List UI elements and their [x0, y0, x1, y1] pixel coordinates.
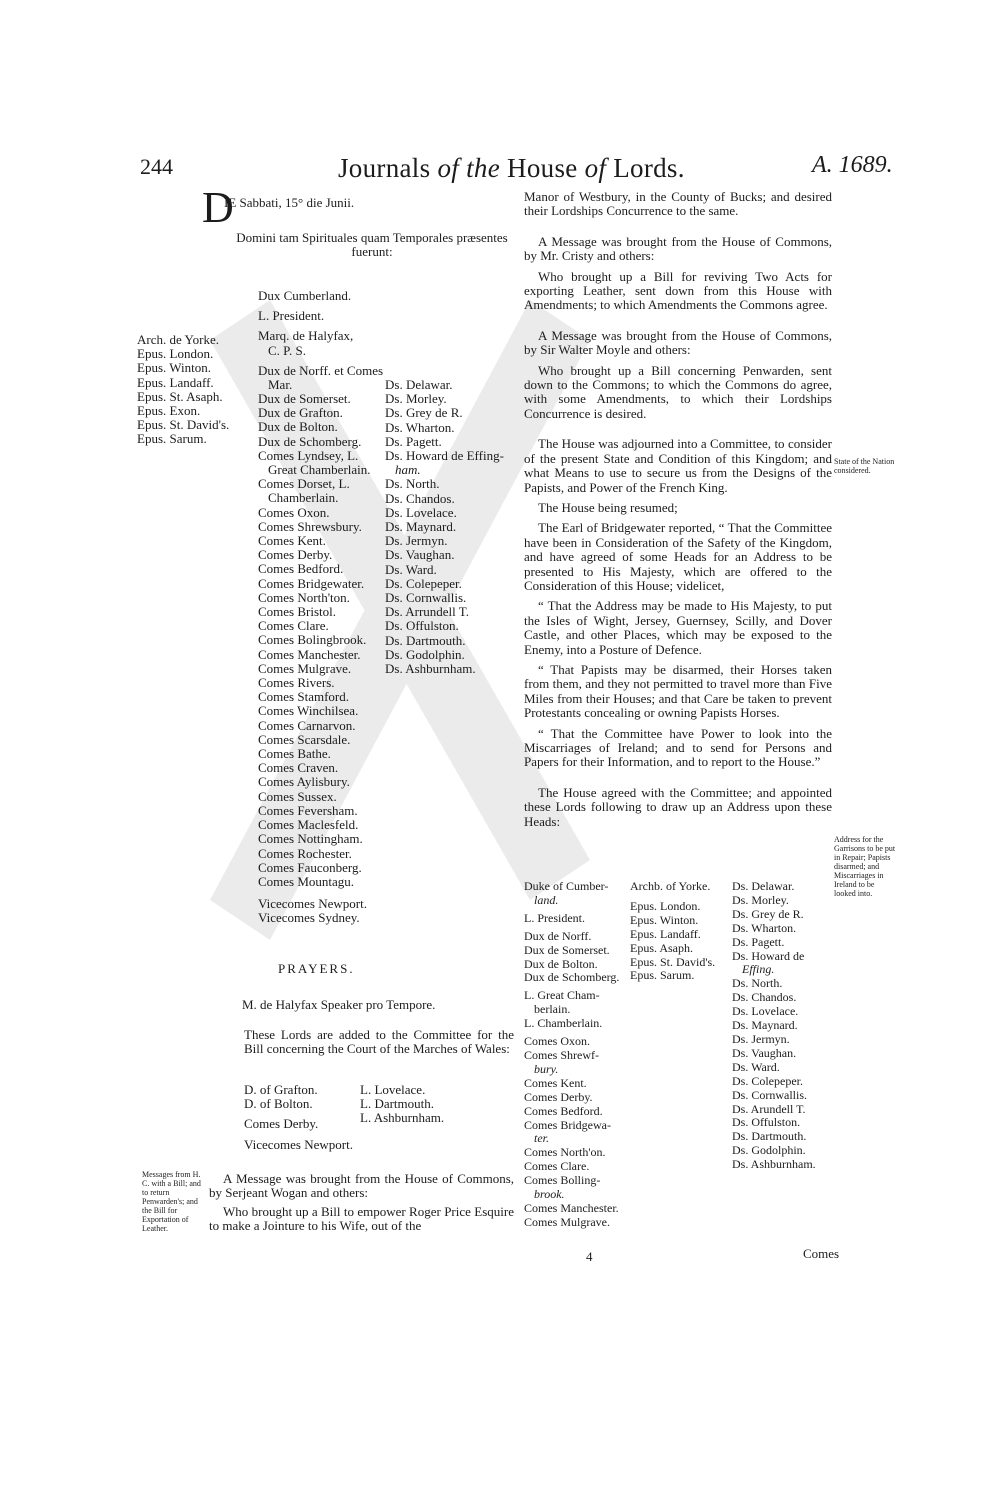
list-item: Chamberlain. [268, 490, 339, 506]
list-item: Comes Bridgewa- [524, 1117, 611, 1132]
list-item: Ds. Jermyn. [385, 533, 448, 549]
paragraph: Manor of Westbury, in the County of Bucks; and desired their Lordships Concurrence to the same. [524, 189, 832, 219]
list-item: L. President. [524, 910, 585, 925]
list-item: Dux de Bolton. [524, 956, 598, 971]
list-item: Comes Oxon. [524, 1034, 590, 1049]
address-lords-col3 [732, 880, 816, 1172]
list-item: Ds. Chandos. [732, 990, 797, 1005]
list-item: Epus. Landaff. [137, 374, 214, 390]
list-item: Ds. Colepeper. [385, 575, 462, 591]
list-item: Epus. Exon. [137, 403, 201, 419]
list-item: Comes Mulgrave. [524, 1214, 610, 1229]
list-item: ham. [395, 462, 421, 478]
list-item: Ds. Ward. [732, 1059, 780, 1074]
list-item: bury. [534, 1061, 559, 1076]
list-item: Ds. Howard de Effing- [385, 448, 504, 464]
list-item: Duke of Cumber- [524, 879, 609, 893]
list-item: Vicecomes Sydney. [258, 910, 360, 926]
paragraph: A Message was brought from the House of Commons, by Sir Walter Moyle and others: [524, 327, 832, 358]
margin-note-messages: Messages from H. C. with a Bill; and to return Penwarden's; and the Bill for Exportation of Leather. [142, 1170, 201, 1233]
list-item: Ds. Ashburnham. [385, 661, 476, 677]
list-item: Comes North'on. [524, 1145, 606, 1160]
list-item: Ds. Cornwallis. [385, 590, 467, 606]
margin-note-state: State of the Nation considered. [834, 457, 895, 475]
address-lords-col2 [630, 880, 715, 983]
list-item: Ds. Lovelace. [385, 504, 457, 520]
list-item: Comes Carnarvon. [258, 717, 356, 733]
spiritual-lords-list [137, 333, 229, 447]
list-item: Comes Kent. [258, 533, 326, 549]
paragraph: The House agreed with the Committee; and appointed these Lords following to draw up an Address upon these Heads: [524, 784, 832, 829]
list-item: Vicecomes Newport. [244, 1136, 353, 1152]
list-item: Ds. Jermyn. [732, 1031, 790, 1046]
list-item: Comes Kent. [524, 1075, 587, 1090]
list-item: L. President. [258, 308, 325, 324]
page-number: 244 [140, 154, 173, 179]
paragraph: The House being resumed; [538, 499, 678, 515]
list-item: Dux de Schomberg. [524, 970, 620, 985]
list-item: Ds. Dartmouth. [732, 1129, 807, 1144]
list-item: Epus. Sarum. [630, 968, 695, 983]
list-item: Ds. Chandos. [385, 490, 455, 506]
paragraph: Who brought up a Bill for reviving Two Acts for exporting Leather, sent down from this House with Amendments; to which Amendments the Commons agree. [524, 268, 832, 313]
list-item: D. of Grafton. [244, 1082, 318, 1097]
list-item: Comes Stamford. [258, 689, 349, 705]
list-item: Comes Mountagu. [258, 873, 355, 889]
list-item: Dux de Somerset. [524, 942, 610, 957]
list-item: Ds. Cornwallis. [732, 1087, 807, 1102]
temporal-lords-top [258, 289, 383, 392]
list-item: Comes Scarsdale. [258, 731, 351, 747]
signature-mark: 4 [586, 1249, 593, 1264]
list-item: Comes Aylisbury. [258, 774, 350, 790]
paragraph: Who brought up a Bill concerning Penwarden, sent down to the Commons; to which the Commons do agree, with some Amendments, to which their Lordships Concurrence is desired. [524, 362, 832, 421]
list-item: Epus. Asaph. [630, 940, 693, 955]
list-item: Dux de Norff. [524, 928, 592, 943]
list-item: L. Ashburnham. [360, 1110, 445, 1126]
added-lords-right [360, 1083, 444, 1126]
list-item: Comes Oxon. [258, 504, 330, 520]
list-item: Ds. Offulston. [732, 1115, 801, 1130]
list-item: Ds. Wharton. [732, 920, 797, 935]
list-item: Comes Sussex. [258, 788, 337, 804]
list-item: Dux Cumberland. [258, 288, 352, 303]
list-item: Ds. Arundell T. [732, 1101, 806, 1116]
list-item: Ds. Grey de R. [732, 906, 804, 921]
list-item: Comes Fauconberg. [258, 859, 362, 875]
list-item: berlain. [534, 1002, 571, 1017]
list-item: Comes Bedford. [524, 1103, 603, 1118]
list-item: Comes Bridgewater. [258, 575, 365, 591]
committee-added: These Lords are added to the Committee for the Bill concerning the Court of the Marches of Wales: [244, 1027, 514, 1057]
list-item: land. [534, 892, 559, 907]
list-item: D. of Bolton. [244, 1096, 313, 1112]
list-item: Ds. Delawar. [385, 377, 453, 392]
list-item: Comes Bedford. [258, 561, 344, 577]
list-item: Comes Rivers. [258, 675, 335, 691]
list-item: Ds. Pagett. [385, 433, 442, 449]
list-item: Comes Derby. [244, 1116, 319, 1132]
paragraph: A Message was brought from the House of Commons, by Mr. Cristy and others: [524, 233, 832, 264]
list-item: Ds. Vaughan. [385, 547, 455, 563]
list-item: L. Dartmouth. [360, 1096, 435, 1112]
paragraph: The House was adjourned into a Committee, to consider of the present State and Condition of this Kingdom; and what Means to use to secure us from the Designs of the Papists, and Power of the French King. [524, 436, 832, 495]
list-item: Epus. London. [630, 898, 701, 913]
list-item: Ds. Maynard. [385, 519, 457, 535]
list-item: Ds. Morley. [385, 391, 447, 407]
barons-list [385, 378, 504, 676]
list-item: Ds. Colepeper. [732, 1073, 803, 1088]
speaker-line: M. de Halyfax Speaker pro Tempore. [242, 997, 436, 1012]
list-item: L. Great Cham- [524, 988, 600, 1003]
list-item: L. Lovelace. [360, 1082, 426, 1097]
page-title: Journals of the House of Lords. [338, 153, 685, 183]
list-item: Archb. of Yorke. [630, 879, 711, 893]
list-item: Mar. [268, 377, 293, 393]
list-item: Ds. Dartmouth. [385, 632, 466, 648]
list-item: Ds. Grey de R. [385, 405, 463, 421]
list-item: Marq. de Halyfax, [258, 328, 354, 344]
list-item: Comes Winchilsea. [258, 703, 359, 719]
list-item: Epus. St. Asaph. [137, 388, 223, 404]
catchword: Comes [803, 1246, 840, 1261]
list-item: Comes Bolling- [524, 1173, 601, 1188]
list-item: Ds. North. [385, 476, 440, 492]
list-item: Epus. Landaff. [630, 926, 701, 941]
list-item: Ds. Godolphin. [732, 1143, 806, 1158]
list-item: Dux de Bolton. [258, 419, 338, 435]
list-item: Comes Bristol. [258, 604, 337, 620]
list-item: Comes North'ton. [258, 589, 350, 605]
paragraph: “ That Papists may be disarmed, their Horses taken from them, and they not permitted to travel more than Five Miles from their Houses; and that Care be taken to prevent Protestants concealing or owning Papists Horses. [524, 661, 832, 721]
list-item: L. Chamberlain. [524, 1016, 603, 1031]
list-item: Comes Clare. [524, 1159, 590, 1174]
list-item: Ds. Delawar. [732, 879, 795, 893]
present-heading-2: fuerunt: [351, 244, 393, 259]
paragraph: “ That the Committee have Power to look into the Miscarriages of Ireland; and to send for Persons and Papers for their Information, and to report to the House.” [524, 725, 832, 770]
list-item: Comes Maclesfeld. [258, 817, 359, 833]
list-item: Epus. London. [137, 346, 214, 362]
list-item: C. P. S. [268, 342, 306, 358]
drop-cap: D [202, 183, 234, 232]
list-item: Ds. Lovelace. [732, 1004, 799, 1019]
paragraph: “ That the Address may be made to His Majesty, to put the Isles of Wight, Jersey, Guernsey, Scilly, and Dover Castle, and other Places, which may be exposed to the Enemy, into a Posture of Defence. [524, 598, 832, 657]
list-item: Epus. St. David's. [630, 954, 716, 969]
list-item: ter. [534, 1131, 549, 1146]
present-heading-1: Domini tam Spirituales quam Temporales præsentes [236, 230, 508, 245]
list-item: Effing. [742, 962, 775, 977]
list-item: Epus. Winton. [630, 912, 699, 927]
list-item: Dux de Norff. et Comes [258, 362, 384, 378]
list-item: Comes Manchester. [258, 646, 361, 662]
list-item: Epus. Sarum. [137, 431, 207, 447]
date-line: IE Sabbati, 15° die Junii. [224, 195, 355, 210]
list-item: Vicecomes Newport. [258, 896, 367, 912]
year-label: A. 1689. [812, 152, 893, 178]
list-item: brook. [534, 1187, 565, 1202]
prayers-heading: PRAYERS. [278, 961, 355, 976]
list-item: Comes Mulgrave. [258, 660, 352, 676]
list-item: Dux de Somerset. [258, 391, 351, 406]
list-item: Comes Rochester. [258, 845, 352, 861]
list-item: Comes Shrewsbury. [258, 518, 362, 534]
list-item: Ds. Vaughan. [732, 1045, 797, 1060]
list-item: Comes Bolingbrook. [258, 632, 367, 648]
list-item: Ds. Offulston. [385, 618, 459, 634]
list-item: Ds. Wharton. [385, 419, 455, 435]
list-item: Great Chamberlain. [268, 462, 371, 478]
list-item: Ds. Ward. [385, 561, 437, 577]
address-lords-col1 [524, 880, 619, 1230]
list-item: Comes Dorset, L. [258, 476, 350, 492]
list-item: Ds. Arrundell T. [385, 604, 470, 620]
list-item: Comes Bathe. [258, 746, 331, 762]
list-item: Epus. Winton. [137, 360, 211, 376]
margin-note-address: Address for the Garrisons to be put in Repair; Papists disarmed; and Miscarriages in Ireland to be looked into. [834, 835, 896, 898]
list-item: Ds. North. [732, 976, 783, 991]
list-item: Ds. Pagett. [732, 934, 785, 949]
message-wogan: A Message was brought from the House of Commons, by Serjeant Wogan and others: [209, 1171, 514, 1201]
list-item: Comes Derby. [524, 1089, 593, 1104]
list-item: Comes Clare. [258, 618, 329, 634]
paragraph: The Earl of Bridgewater reported, “ That the Committee have been in Consideration of the Safety of the Kingdom, and have agreed of some Heads for an Address to be presented to His Majesty, which are offered to the Consideration of this House; videlicet, [524, 520, 832, 593]
list-item: Dux de Schomberg. [258, 433, 362, 449]
list-item: Epus. St. David's. [137, 417, 230, 433]
list-item: Comes Nottingham. [258, 831, 363, 847]
list-item: Comes Shrewf- [524, 1047, 599, 1062]
list-item: Comes Derby. [258, 547, 333, 563]
added-lords-left [244, 1083, 353, 1152]
list-item: Dux de Grafton. [258, 405, 343, 421]
list-item: Ds. Morley. [732, 892, 789, 907]
temporal-lords-list [258, 392, 371, 926]
list-item: Comes Manchester. [524, 1200, 619, 1215]
list-item: Arch. de Yorke. [137, 332, 219, 347]
price-bill: Who brought up a Bill to empower Roger Price Esquire to make a Jointure to his Wife, out of the [209, 1204, 514, 1234]
list-item: Comes Lyndsey, L. [258, 447, 359, 463]
list-item: Ds. Godolphin. [385, 646, 465, 662]
list-item: Comes Feversham. [258, 802, 358, 818]
list-item: Comes Craven. [258, 760, 339, 776]
list-item: Ds. Maynard. [732, 1018, 798, 1033]
list-item: Ds. Howard de [732, 948, 805, 963]
right-column [524, 190, 832, 835]
list-item: Ds. Ashburnham. [732, 1157, 816, 1172]
